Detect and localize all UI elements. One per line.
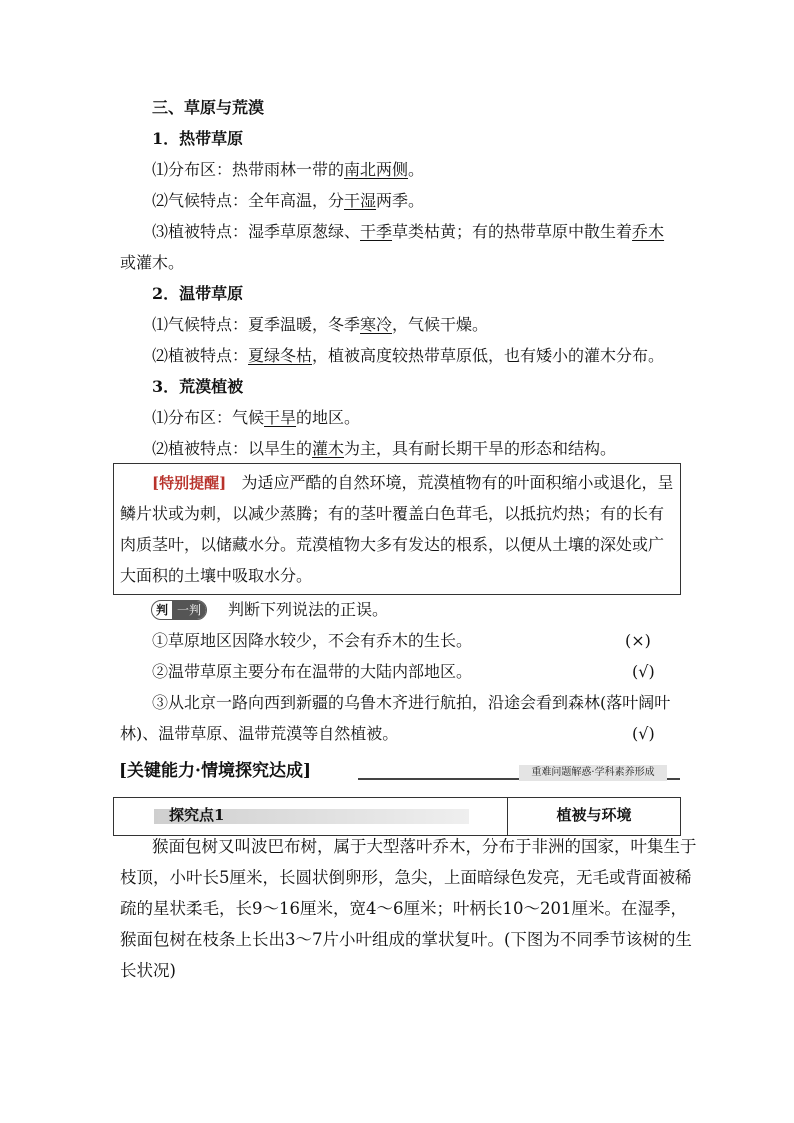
judge-prompt: 判断下列说法的正误。: [228, 600, 389, 619]
tropical-distribution-suffix: 。: [408, 160, 425, 179]
judge-badge-head: 判: [155, 603, 168, 617]
special-reminder-line-1: [152, 472, 673, 494]
desert-vegetation-features: [152, 438, 616, 460]
temperate-climate-answer: 寒冷: [360, 315, 393, 334]
judge-item-3: ③从北京一路向西到新疆的乌鲁木齐进行航拍，沿途会看到森林(落叶阔叶: [152, 693, 671, 712]
inquiry-point-table: [113, 797, 681, 836]
judge-item-3-mark: (√): [632, 724, 655, 743]
baobab-passage-line-4: 猴面包树在枝条上长出3～7片小叶组成的掌状复叶。(下图为不同季节该树的生: [120, 930, 692, 949]
desert-vegetation-suffix: 为主，具有耐长期干旱的形态和结构。: [344, 439, 617, 458]
baobab-passage-line-5: 长状况): [120, 961, 176, 980]
tropical-vegetation-prefix: ⑶植被特点：湿季草原葱绿、: [152, 222, 361, 241]
temperate-climate-prefix: ⑴气候特点：夏季温暖，冬季: [152, 315, 361, 334]
tropical-climate: [152, 190, 424, 212]
tropical-vegetation-continued: 或灌木。: [120, 253, 185, 272]
judge-item-2: ②温带草原主要分布在温带的大陆内部地区。: [152, 662, 473, 681]
tropical-grassland-title: 1．热带草原: [152, 129, 244, 148]
judge-item-1: ①草原地区因降水较少，不会有乔木的生长。: [152, 631, 473, 650]
temperate-vegetation: [152, 345, 664, 367]
baobab-passage-line-3: 疏的星状柔毛，长9～16厘米，宽4～6厘米；叶柄长10～201厘米。在湿季，: [120, 899, 687, 918]
section-heading-grassland-desert: 三、草原与荒漠: [152, 98, 265, 117]
temperate-climate: [152, 314, 488, 336]
special-reminder-tag: [特别提醒]: [152, 474, 227, 492]
tropical-climate-suffix: 两季。: [376, 191, 425, 210]
judge-item-3-continued: 林)、温带草原、温带荒漠等自然植被。: [120, 724, 399, 743]
key-ability-section-title: [关键能力·情境探究达成]: [119, 761, 312, 781]
tropical-vegetation: [152, 221, 664, 243]
judge-badge-body: 一判: [172, 601, 206, 619]
section-tag: 重难问题解惑·学科素养形成: [519, 765, 667, 781]
tropical-vegetation-middle: 草类枯黄；有的热带草原中散生着: [392, 222, 633, 241]
inquiry-point-label: 探究点1: [169, 806, 225, 824]
temperate-vegetation-suffix: ，植被高度较热带草原低，也有矮小的灌木分布。: [312, 346, 665, 365]
desert-distribution-answer: 干旱: [264, 408, 297, 427]
tropical-climate-prefix: ⑵气候特点：全年高温，分: [152, 191, 345, 210]
desert-vegetation-answer: 灌木: [312, 439, 345, 458]
temperate-climate-suffix: ，气候干燥。: [392, 315, 489, 334]
temperate-vegetation-answer: 夏绿冬枯: [248, 346, 313, 365]
judge-badge: [151, 600, 207, 620]
desert-vegetation-title: 3．荒漠植被: [152, 377, 244, 396]
tropical-distribution: [152, 159, 424, 181]
temperate-vegetation-prefix: ⑵植被特点：: [152, 346, 249, 365]
special-reminder-line-3: 肉质茎叶，以储藏水分。荒漠植物大多有发达的根系，以便从土壤的深处或广: [120, 535, 665, 554]
tropical-vegetation-answer-2: 乔木: [632, 222, 665, 241]
special-reminder-text-1: 为适应严酷的自然环境，荒漠植物有的叶面积缩小或退化，呈: [241, 473, 674, 492]
inquiry-point-topic: 植被与环境: [556, 806, 632, 824]
tropical-climate-answer: 干湿: [344, 191, 377, 210]
tropical-vegetation-answer-1: 干季: [360, 222, 393, 241]
temperate-grassland-title: 2．温带草原: [152, 284, 244, 303]
special-reminder-line-2: 鳞片状或为刺，以减少蒸腾；有的茎叶覆盖白色茸毛，以抵抗灼热；有的长有: [120, 504, 665, 523]
desert-vegetation-prefix: ⑵植被特点：以旱生的: [152, 439, 313, 458]
desert-distribution-suffix: 的地区。: [296, 408, 361, 427]
desert-distribution: [152, 407, 360, 429]
desert-distribution-prefix: ⑴分布区：气候: [152, 408, 265, 427]
baobab-passage-line-1: 猴面包树又叫波巴布树，属于大型落叶乔木，分布于非洲的国家，叶集生于: [152, 837, 697, 856]
tropical-distribution-prefix: ⑴分布区：热带雨林一带的: [152, 160, 345, 179]
judge-item-2-mark: (√): [632, 662, 655, 681]
baobab-passage-line-2: 枝顶，小叶长5厘米，长圆状倒卵形，急尖，上面暗绿色发亮，无毛或背面被稀: [120, 868, 692, 887]
judge-item-1-mark: (×): [625, 631, 651, 650]
special-reminder-line-4: 大面积的土壤中吸取水分。: [120, 566, 313, 585]
tropical-distribution-answer: 南北两侧: [344, 160, 409, 179]
